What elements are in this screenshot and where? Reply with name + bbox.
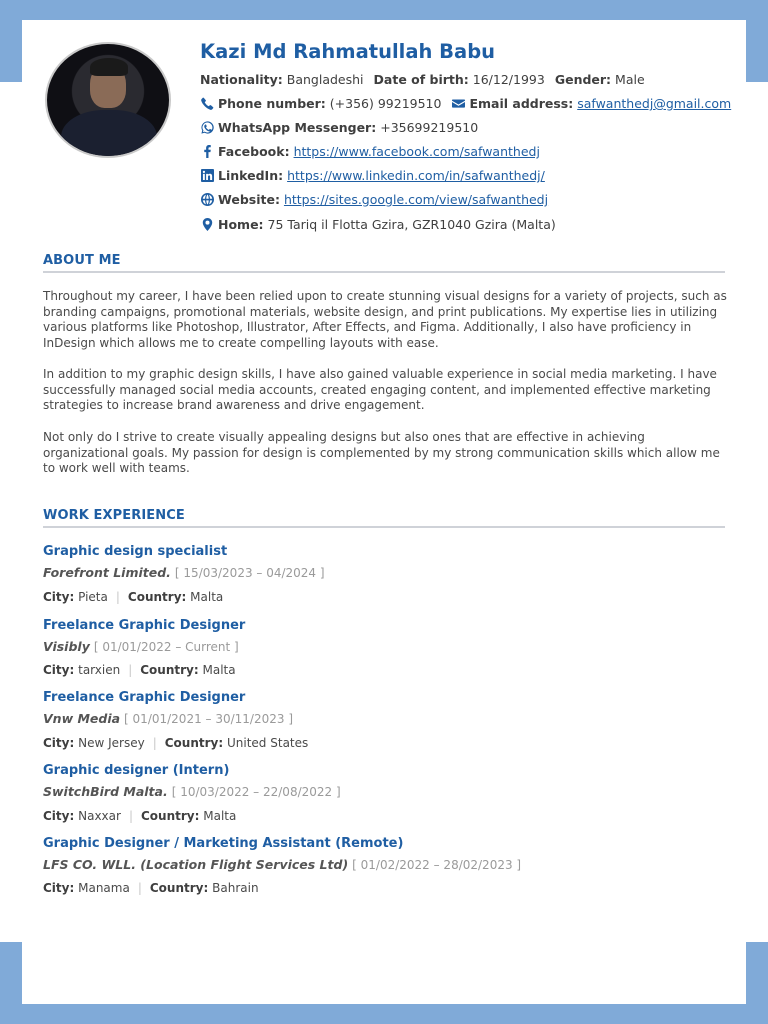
job-dates: [ 01/01/2021 – 30/11/2023 ] (124, 712, 293, 726)
email-link[interactable]: safwanthedj@gmail.com (577, 96, 732, 111)
email-label: Email address: (469, 96, 574, 111)
job-country: Malta (203, 809, 237, 823)
linkedin-line (200, 168, 545, 183)
city-label: City: (43, 663, 75, 677)
country-label: Country: (140, 809, 200, 823)
job-company-line (43, 639, 239, 654)
dob-label: Date of birth: (373, 72, 469, 87)
work-section-title: WORK EXPERIENCE (43, 508, 725, 528)
job-dates: [ 01/02/2022 – 28/02/2023 ] (352, 858, 522, 872)
job-country: Bahrain (212, 881, 259, 895)
home-label: Home: (218, 217, 264, 232)
city-label: City: (43, 736, 75, 750)
envelope-icon (451, 97, 465, 111)
job-location-line: City: New Jersey | Country: United States (43, 736, 309, 750)
frame-top (0, 0, 768, 20)
phone-label: Phone number: (218, 96, 326, 111)
job-location-line: City: Pieta | Country: Malta (43, 590, 224, 604)
job-location-line: City: Naxxar | Country: Malta (43, 809, 237, 823)
facebook-label: Facebook: (218, 144, 290, 159)
website-link[interactable]: https://sites.google.com/view/safwanthedj (283, 192, 549, 207)
frame-right-top (746, 0, 768, 82)
about-section-title: ABOUT ME (43, 253, 725, 273)
whatsapp-value: +35699219510 (380, 120, 479, 135)
about-paragraph-2: In addition to my graphic design skills, I have also gained valuable experience in social media marketing. I have successfully managed social media accounts, created engaging content, and implemented effective marketing strategies to increase brand awareness and drive engagement. (43, 367, 717, 413)
nationality-label: Nationality: (200, 72, 283, 87)
country-label: Country: (149, 881, 209, 895)
globe-icon (200, 193, 214, 207)
city-label: City: (43, 809, 75, 823)
country-label: Country: (127, 590, 187, 604)
profile-photo (45, 42, 171, 158)
photo-hair (90, 58, 128, 76)
job-company: Forefront Limited. (43, 565, 171, 580)
linkedin-icon (200, 169, 214, 183)
linkedin-link[interactable]: https://www.linkedin.com/in/safwanthedj/ (287, 168, 545, 183)
linkedin-label: LinkedIn: (218, 168, 284, 183)
phone-icon (200, 97, 214, 111)
job-city: Naxxar (78, 809, 121, 823)
gender-label: Gender: (554, 72, 612, 87)
job-dates: [ 10/03/2022 – 22/08/2022 ] (171, 785, 341, 799)
job-title: Graphic design specialist (43, 544, 228, 559)
country-label: Country: (164, 736, 224, 750)
home-line (200, 217, 556, 232)
job-company: Vnw Media (43, 711, 121, 726)
about-paragraph-1: Throughout my career, I have been relied upon to create stunning visual designs for a variety of projects, such as branding campaigns, promotional materials, website design, and print publications. My expertise lies in utilizing various platforms like Photoshop, Illustrator, After Effects, and Figma. Additionally, I also have proficiency in InDesign which allows me to create compelling layouts with ease. (43, 289, 727, 350)
whatsapp-label: WhatsApp Messenger: (218, 120, 377, 135)
frame-left-top (0, 0, 22, 82)
job-dates: [ 15/03/2023 – 04/2024 ] (174, 566, 325, 580)
job-location-line: City: Manama | Country: Bahrain (43, 881, 259, 895)
about-paragraph-3: Not only do I strive to create visually appealing designs but also ones that are effective in achieving organizational goals. My passion for design is complemented by my strong communication skills which allow me to work well with teams. (43, 430, 720, 476)
job-title: Graphic designer (Intern) (43, 763, 230, 778)
home-value: 75 Tariq il Flotta Gzira, GZR1040 Gzira (Malta) (267, 217, 556, 232)
job-company: LFS CO. WLL. (Location Flight Services Ltd) (43, 857, 349, 872)
job-title: Freelance Graphic Designer (43, 690, 246, 705)
job-company: SwitchBird Malta. (43, 784, 168, 799)
job-city: Manama (78, 881, 130, 895)
dob-value: 16/12/1993 (472, 72, 545, 87)
location-pin-icon (200, 218, 214, 232)
whatsapp-icon (200, 121, 214, 135)
job-country: Malta (202, 663, 236, 677)
job-country: United States (227, 736, 309, 750)
website-line (200, 192, 548, 207)
phone-value: (+356) 99219510 (329, 96, 442, 111)
job-city: tarxien (78, 663, 121, 677)
frame-bottom (0, 1004, 768, 1024)
job-location-line: City: tarxien | Country: Malta (43, 663, 236, 677)
photo-shoulders (61, 110, 157, 158)
personal-details-line (200, 72, 645, 87)
job-title: Graphic Designer / Marketing Assistant (Remote) (43, 836, 404, 851)
job-company: Visibly (43, 639, 90, 654)
job-city: Pieta (78, 590, 108, 604)
facebook-icon (200, 145, 214, 159)
job-company-line (43, 784, 341, 799)
job-city: New Jersey (78, 736, 145, 750)
applicant-name: Kazi Md Rahmatullah Babu (200, 40, 496, 63)
gender-value: Male (615, 72, 645, 87)
job-title: Freelance Graphic Designer (43, 618, 246, 633)
facebook-line (200, 144, 540, 159)
job-company-line (43, 711, 293, 726)
facebook-link[interactable]: https://www.facebook.com/safwanthedj (293, 144, 540, 159)
country-label: Country: (140, 663, 199, 677)
job-company-line (43, 857, 521, 872)
city-label: City: (43, 881, 75, 895)
job-country: Malta (190, 590, 224, 604)
contact-line (200, 96, 731, 111)
city-label: City: (43, 590, 75, 604)
job-dates: [ 01/01/2022 – Current ] (93, 640, 239, 654)
nationality-value: Bangladeshi (286, 72, 364, 87)
whatsapp-line (200, 120, 478, 135)
frame-right-bottom (746, 942, 768, 1024)
job-company-line (43, 565, 325, 580)
website-label: Website: (218, 192, 280, 207)
cv-page (22, 20, 746, 1004)
frame-left-bottom (0, 942, 22, 1024)
